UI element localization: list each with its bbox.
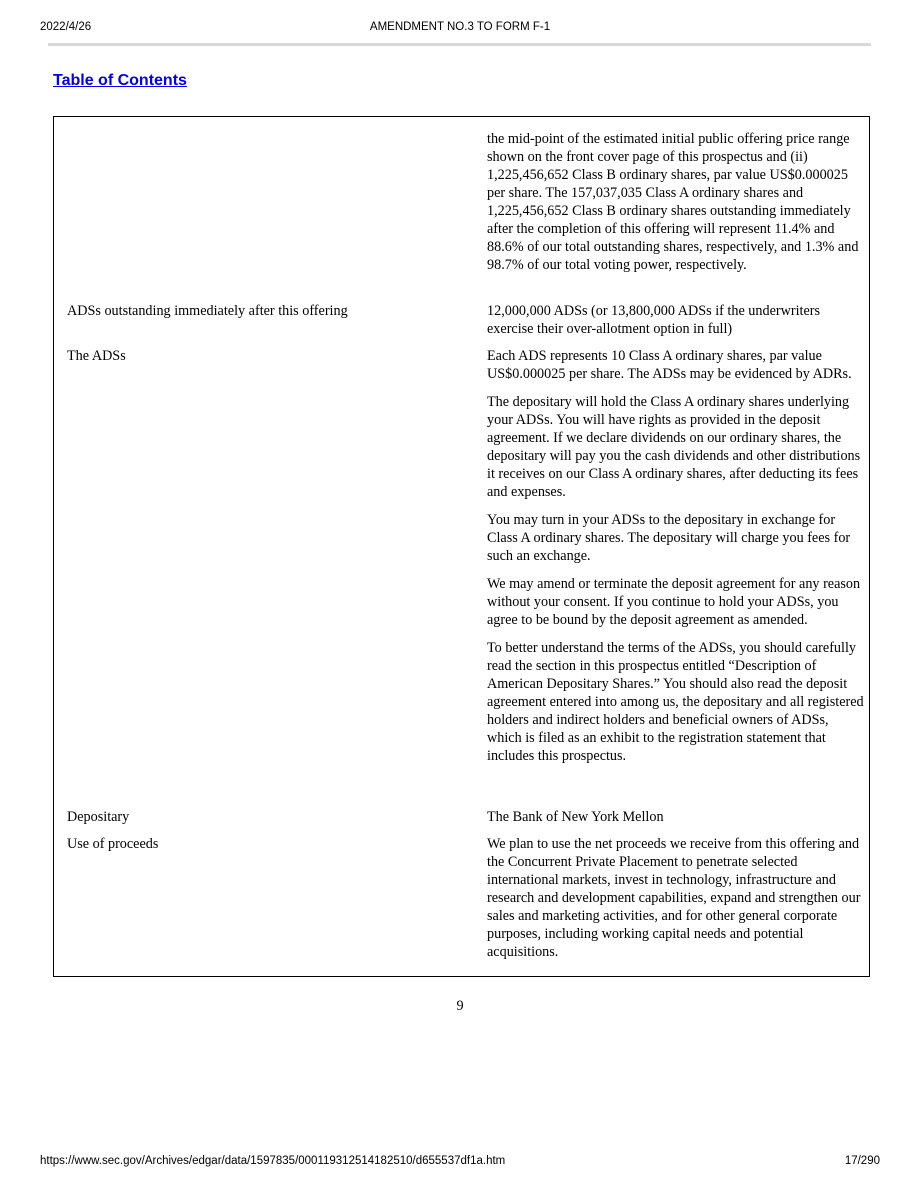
- print-header: [0, 0, 920, 33]
- table-of-contents-link[interactable]: Table of Contents: [53, 72, 187, 89]
- source-url: https://www.sec.gov/Archives/edgar/data/1597835/000119312514182510/d655537df1a.htm: [40, 1155, 506, 1167]
- paragraph: We plan to use the net proceeds we receive from this offering and the Concurrent Private Placement to penetrate selected international markets, invest in technology, infrastructure and research and development capabilities, expand and strengthen our sales and marketing activities, and for other general corporate purposes, including working capital needs and potential acquisitions.: [487, 836, 861, 960]
- paragraph: The depositary will hold the Class A ordinary shares underlying your ADSs. You will have rights as provided in the deposit agreement. If we declare dividends on our ordinary shares, the depositary will pay you the cash dividends and other distributions it receives on our Class A ordinary shares, after deducting its fees and expenses.: [487, 394, 861, 500]
- row-description: [487, 130, 864, 284]
- paragraph: To better understand the terms of the ADSs, you should carefully read the section in this prospectus entitled “Description of American Depositary Shares.” You should also read the deposit agreement entered into among us, the depositary and all registered holders and indirect holders and beneficial owners of ADSs, which is filed as an exhibit to the registration statement that includes this prospectus.: [487, 640, 864, 764]
- paragraph: We may amend or terminate the deposit agreement for any reason without your consent. If you continue to hold your ADSs, you agree to be bound by the deposit agreement as amended.: [487, 576, 861, 628]
- header-divider: [48, 43, 871, 46]
- row-description: [487, 808, 864, 836]
- print-page-count: 17/290: [844, 1155, 880, 1167]
- offering-summary-table: [53, 116, 870, 977]
- paragraph: the mid-point of the estimated initial public offering price range shown on the front cover page of this prospectus and (ii) 1,225,456,652 Class B ordinary shares, par value US$0.000025 per share. The 157,037,035 Class A ordinary shares and 1,225,456,652 Class B ordinary shares outstanding immediately after the completion of this offering will represent 11.4% and 88.6% of our total outstanding shares, respectively, and 1.3% and 98.7% of our total voting power, respectively.: [487, 131, 859, 273]
- document-title: AMENDMENT NO.3 TO FORM F-1: [369, 21, 551, 33]
- row-label: Depositary: [67, 809, 130, 825]
- paragraph: 12,000,000 ADSs (or 13,800,000 ADSs if the underwriters exercise their over-allotment option in full): [487, 303, 820, 337]
- row-label: Use of proceeds: [67, 836, 159, 852]
- row-label: ADSs outstanding immediately after this offering: [67, 303, 348, 319]
- row-label: The ADSs: [67, 348, 126, 364]
- row-description: [487, 302, 864, 348]
- print-date: 2022/4/26: [40, 21, 92, 33]
- page-number: 9: [456, 998, 464, 1014]
- paragraph: You may turn in your ADSs to the depositary in exchange for Class A ordinary shares. The depositary will charge you fees for such an exchange.: [487, 512, 851, 564]
- paragraph: The Bank of New York Mellon: [487, 809, 664, 825]
- row-description: [487, 347, 864, 775]
- row-description: [487, 835, 864, 971]
- paragraph: Each ADS represents 10 Class A ordinary shares, par value US$0.000025 per share. The ADSs may be evidenced by ADRs.: [487, 348, 852, 382]
